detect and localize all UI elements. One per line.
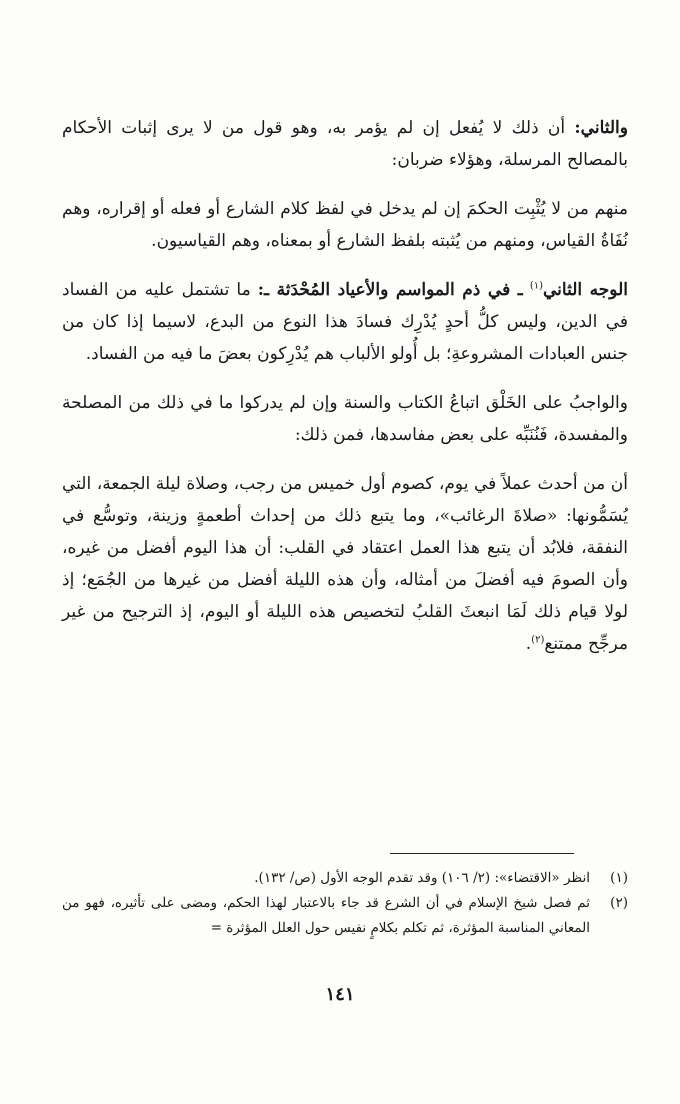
paragraph-5-end: . xyxy=(525,634,532,654)
page-number: ١٤١ xyxy=(325,984,355,1005)
footnote-2 xyxy=(62,891,628,941)
footnote-1-text: انظر «الاقتضاء»: (٢/ ١٠٦) وقد تقدم الوجه الأول (ص/ ١٣٢). xyxy=(254,870,590,886)
footnote-divider xyxy=(390,853,574,854)
paragraph-5 xyxy=(62,468,628,660)
paragraph-2-text: منهم من لا يُثْبِت الحكمَ إن لم يدخل في لفظ كلام الشارع أو فعله أو إقراره، وهم نُفَاةُ القياس، ومنهم من يُثبته بلفظ الشارع أو بمعناه، وهم القياسيون. xyxy=(62,199,628,251)
paragraph-1-lead: والثاني: xyxy=(574,118,628,138)
page-body xyxy=(62,112,628,677)
paragraph-2 xyxy=(62,193,628,257)
paragraph-4-text: والواجبُ على الخَلْق اتباعُ الكتاب والسنة وإن لم يدركوا ما في ذلك من المصلحة والمفسدة، فَنُنَبِّه على بعض مفاسدها، فمن ذلك: xyxy=(62,393,628,445)
footnote-2-number: (٢) xyxy=(610,895,628,911)
footnote-1-number: (١) xyxy=(610,870,628,886)
paragraph-1-text: أن ذلك لا يُفعل إن لم يؤمر به، وهو قول من لا يرى إثبات الأحكام بالمصالح المرسلة، وهؤلاء ضربان: xyxy=(62,118,628,170)
footnotes xyxy=(62,866,628,941)
footnote-ref-2[interactable]: (٢) xyxy=(531,634,545,646)
footnote-2-text: ثم فصل شيخ الإسلام في أن الشرع قد جاء بالاعتبار لهذا الحكم، ومضى على تأثيره، فهو من المعاني المناسبة المؤثرة، ثم تكلم بكلامٍ نفيس حول العلل المؤثرة = xyxy=(62,895,590,936)
footnote-ref-1[interactable]: (١) xyxy=(529,280,543,292)
paragraph-1 xyxy=(62,112,628,176)
section-heading-rest: ـ في ذم المواسم والأعياد المُحْدَثة ـ: xyxy=(257,280,523,300)
paragraph-3-text: ما تشتمل عليه من الفساد في الدين، وليس كلُّ أحدٍ يُدْرِك فسادَ هذا النوع من البدع، لاسيما إذا كان من جنس العبادات المشروعةِ؛ بل أُولو الألباب هم يُدْرِكون بعضَ ما فيه من الفساد. xyxy=(62,280,628,364)
paragraph-5-text: أن من أحدث عملاً في يوم، كصوم أول خميس من رجب، وصلاة ليلة الجمعة، التي يُسَمُّونها: «صلاةَ الرغائب»، وما يتبع ذلك من إحداث أطعمةٍ وزينة، وتوسُّع في النفقة، فلابُد أن يتبع هذا العمل اعتقاد في القلب: أن هذا اليوم أفضل من غيره، وأن الصومَ فيه أفضلَ من أمثاله، وأن هذه الليلة أفضل من غيرها من الجُمَع؛ إذ لولا قيام ذلك لَمَا انبعثَ القلبُ لتخصيص هذه الليلة أو اليوم، إذ الترجيح من غير مرجِّح ممتنع xyxy=(62,474,628,654)
section-heading: الوجه الثاني xyxy=(543,280,628,300)
paragraph-4 xyxy=(62,387,628,451)
paragraph-3 xyxy=(62,274,628,370)
footnote-1 xyxy=(62,866,628,891)
